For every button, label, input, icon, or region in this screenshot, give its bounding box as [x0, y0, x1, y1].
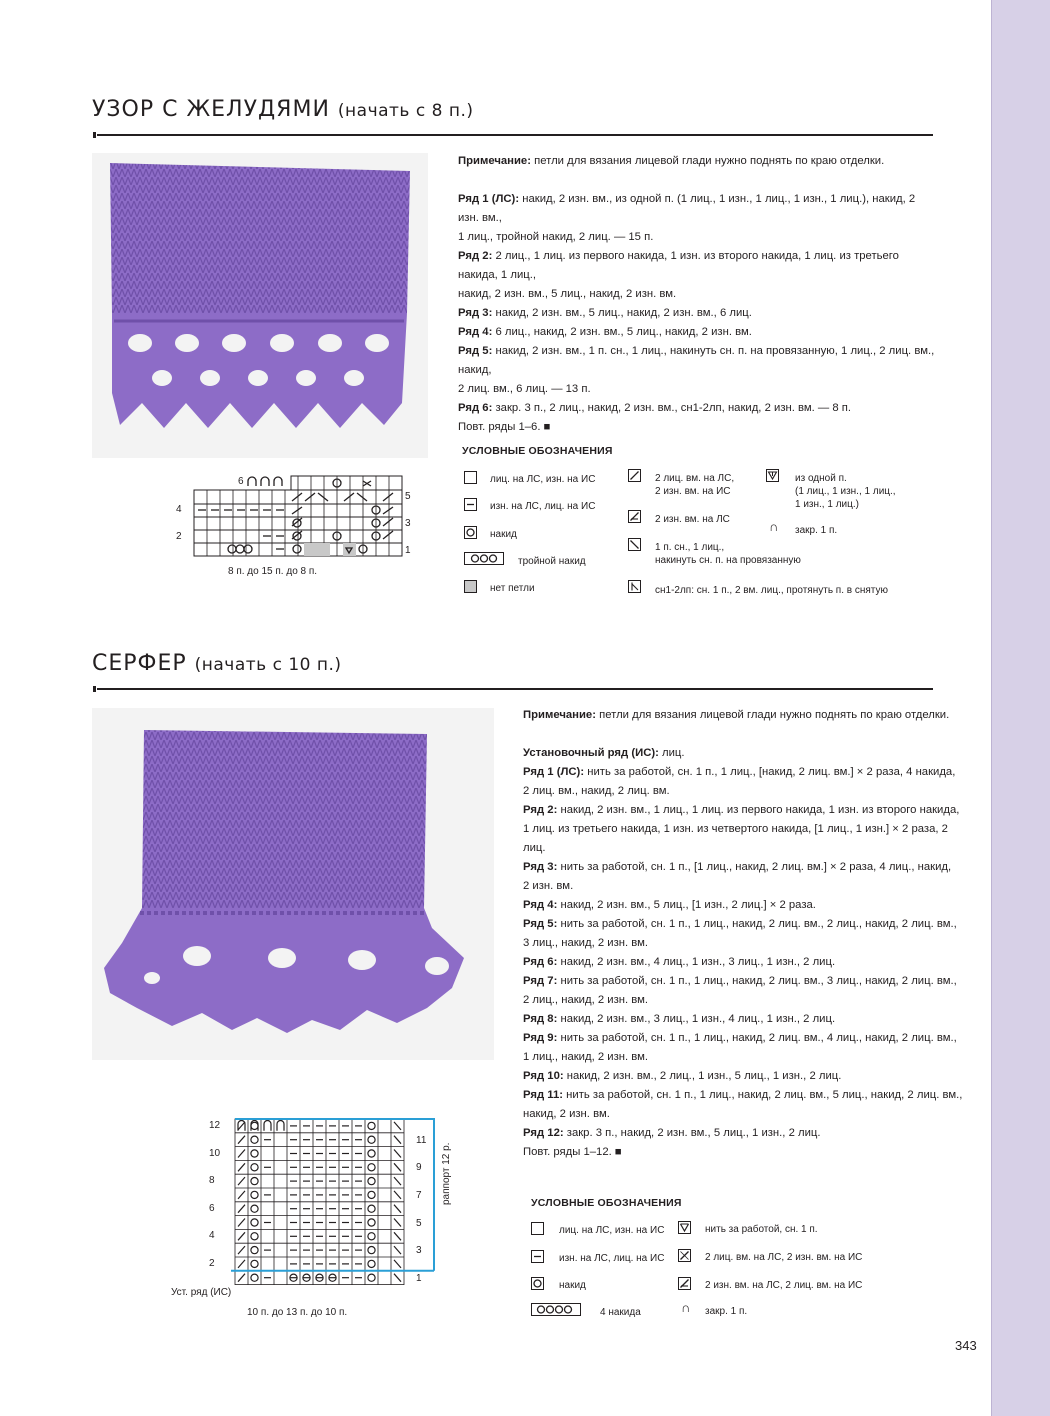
legend-purl: изн. на ЛС, лиц. на ИС — [490, 501, 596, 512]
legend-slip: нить за работой, сн. 1 п. — [705, 1224, 818, 1235]
skpo-icon — [628, 538, 641, 551]
chart1-row-num: 1 — [405, 545, 411, 556]
row-label: Ряд 1 (ЛС): — [458, 193, 520, 205]
instruction-row — [523, 1086, 963, 1105]
row-text: 2 лиц., накид, 2 изн. вм. — [523, 994, 649, 1006]
row-text: накид, 2 изн. вм., 1 лиц., 1 лиц. из первого накида, 1 изн. из второго накида, — [560, 804, 960, 816]
section1-chart — [176, 472, 426, 582]
p2tog-icon — [678, 1277, 691, 1290]
section2-title — [92, 651, 342, 676]
section1-legend-title: УСЛОВНЫЕ ОБОЗНАЧЕНИЯ — [462, 445, 613, 457]
section1-rows — [458, 190, 938, 418]
row-label: Ряд 6: — [523, 956, 558, 968]
chart2-row-num: 3 — [416, 1245, 422, 1257]
legend-p2tog: 2 изн. вм. на ЛС — [655, 514, 730, 525]
section2-swatch-photo — [92, 708, 494, 1060]
row-text: нить за работой, сн. 1 п., [1 лиц., накид, 2 лиц. вм.] × 2 раза, 4 лиц., накид, — [560, 861, 952, 873]
instruction-row — [458, 399, 938, 418]
row-text: накид, 2 изн. вм., 5 лиц., [1 изн., 2 лиц.] × 2 раза. — [560, 899, 816, 911]
setup-text: лиц. — [662, 747, 685, 759]
section1-repeat: Повт. ряды 1–6. ■ — [458, 421, 551, 433]
section2-rows — [523, 763, 963, 1143]
instruction-row — [523, 1029, 963, 1048]
section2-rule — [97, 688, 933, 690]
chart2-caption: 10 п. до 13 п. до 10 п. — [247, 1307, 348, 1318]
chart1-row-num: 6 — [238, 476, 244, 487]
instruction-row — [458, 247, 938, 285]
side-color-tab — [991, 0, 1050, 1416]
legend-k2tog: 2 лиц. вм. на ЛС, 2 изн. вм. на ИС — [655, 473, 735, 497]
page-number: 343 — [955, 1338, 977, 1353]
row-label: Ряд 4: — [523, 899, 558, 911]
row-label: Ряд 5: — [523, 918, 558, 930]
note-text: петли для вязания лицевой глади нужно поднять по краю отделки. — [534, 155, 885, 167]
section1-swatch-photo — [92, 153, 428, 458]
chart2-cells — [235, 1119, 404, 1285]
chart2-row-num: 7 — [416, 1190, 422, 1201]
row-label: Ряд 7: — [523, 975, 558, 987]
row-label: Ряд 12: — [523, 1127, 564, 1139]
row-text: 6 лиц., накид, 2 изн. вм., 5 лиц., накид, 2 изн. вм. — [495, 326, 752, 338]
chart2-row-num: 12 — [209, 1120, 221, 1131]
instruction-row — [523, 896, 963, 915]
row-text: накид, 2 изн. вм., 4 лиц., 1 изн., 3 лиц., 1 изн., 2 лиц. — [560, 956, 836, 968]
instruction-row — [458, 190, 938, 228]
row-label: Ряд 8: — [523, 1013, 558, 1025]
legend-skpo: 1 п. сн., 1 лиц., накинуть сн. п. на провязанную — [655, 542, 801, 566]
legend-yo: накид — [490, 529, 517, 540]
chart1-row-num: 4 — [176, 504, 182, 515]
from-one-stitch-icon — [766, 469, 779, 482]
chart1-row-num: 2 — [176, 531, 182, 542]
chart2-row-num: 6 — [209, 1202, 215, 1214]
instruction-row — [523, 1067, 963, 1086]
row-text: накид, 2 изн. вм. — [523, 1108, 610, 1120]
instruction-row — [523, 1105, 963, 1124]
row-text: нить за работой, сн. 1 п., 1 лиц., [накид, 2 лиц. вм.] × 2 раза, 4 накида, — [587, 766, 956, 778]
section2-legend-title: УСЛОВНЫЕ ОБОЗНАЧЕНИЯ — [531, 1197, 682, 1209]
instruction-row — [458, 342, 938, 380]
chart2-row-num: 11 — [416, 1134, 427, 1146]
chart1-caption: 8 п. до 15 п. до 8 п. — [228, 566, 318, 577]
row-text: 2 лиц., 1 лиц. из первого накида, 1 изн. из второго накида, 1 лиц. из третьего накида, 1 лиц., — [458, 250, 899, 281]
instruction-row — [458, 228, 938, 247]
instruction-row — [523, 820, 963, 858]
row-text: накид, 2 изн. вм., 3 лиц., 1 изн., 4 лиц., 1 изн., 2 лиц. — [560, 1013, 836, 1025]
legend-purl: изн. на ЛС, лиц. на ИС — [559, 1253, 665, 1264]
section1-title — [92, 97, 473, 122]
instruction-row — [523, 934, 963, 953]
purl-symbol-icon — [464, 498, 477, 511]
chart2-row-num: 5 — [416, 1217, 422, 1229]
legend-triple-yo: тройной накид — [518, 556, 586, 567]
chart2-setup-label: Уст. ряд (ИС) — [171, 1287, 232, 1298]
yarn-over-icon — [464, 526, 477, 539]
row-text: нить за работой, сн. 1 п., 1 лиц., накид, 2 лиц. вм., 2 лиц., накид, 2 лиц. вм., — [560, 918, 957, 930]
row-text: 2 лиц. вм., 6 лиц. — 13 п. — [458, 383, 591, 395]
sk1-k2tog-psso-icon — [628, 580, 641, 593]
bind-off-icon: ∩ — [769, 519, 779, 534]
row-label: Ряд 5: — [458, 345, 493, 357]
row-text: 1 лиц. из третьего накида, 1 изн. из четвертого накида, [1 лиц., 1 изн.] × 2 раза, 2 лиц. — [523, 823, 948, 854]
chart1-row-num: 3 — [405, 518, 411, 529]
section2-setup-row — [523, 744, 963, 763]
section2-instructions — [523, 706, 963, 1162]
section1-instructions — [458, 152, 938, 437]
instruction-row — [458, 380, 938, 399]
section2-title-text: СЕРФЕР — [92, 651, 187, 676]
instruction-row — [523, 858, 963, 877]
no-stitch-icon — [464, 580, 477, 593]
instruction-row — [458, 304, 938, 323]
row-label: Ряд 1 (ЛС): — [523, 766, 585, 778]
legend-no-stitch: нет петли — [490, 583, 535, 594]
instruction-row — [523, 915, 963, 934]
row-text: закр. 3 п., 2 лиц., накид, 2 изн. вм., сн1-2лп, накид, 2 изн. вм. — 8 п. — [495, 402, 852, 414]
section1-chart-grid — [176, 472, 426, 572]
instruction-row — [523, 1010, 963, 1029]
bind-off-icon: ∩ — [681, 1300, 691, 1315]
section2-subtitle: (начать с 10 п.) — [194, 655, 342, 675]
note-label: Примечание: — [523, 709, 596, 721]
row-label: Ряд 2: — [458, 250, 493, 262]
row-text: 2 лиц. вм., накид, 2 лиц. вм. — [523, 785, 670, 797]
row-label: Ряд 3: — [523, 861, 558, 873]
section1-subtitle: (начать с 8 п.) — [337, 101, 474, 121]
row-text: накид, 2 изн. вм., из одной п. (1 лиц., 1 изн., 1 лиц., 1 изн., 1 лиц.), накид, 2 изн. вм., — [458, 193, 916, 224]
section2-repeat: Повт. ряды 1–12. ■ — [523, 1146, 622, 1158]
instruction-row — [523, 1124, 963, 1143]
row-text: накид, 2 изн. вм., 5 лиц., накид, 2 изн. вм., 6 лиц. — [495, 307, 752, 319]
instruction-row — [458, 285, 938, 304]
chart2-repeat-label: раппорт 12 р. — [441, 1142, 452, 1205]
row-text: нить за работой, сн. 1 п., 1 лиц., накид, 2 лиц. вм., 5 лиц., накид, 2 лиц. вм., — [566, 1089, 963, 1101]
chart2-row-num: 2 — [209, 1258, 215, 1269]
legend-from-one: из одной п. (1 лиц., 1 изн., 1 лиц., 1 изн., 1 лиц.) — [795, 473, 896, 510]
slip-stitch-icon — [678, 1221, 691, 1234]
legend-knit: лиц. на ЛС, изн. на ИС — [559, 1225, 665, 1236]
row-text: закр. 3 п., накид, 2 изн. вм., 5 лиц., 1 изн., 2 лиц. — [566, 1127, 821, 1139]
row-text: нить за работой, сн. 1 п., 1 лиц., накид, 2 лиц. вм., 3 лиц., накид, 2 лиц. вм., — [560, 975, 957, 987]
knit-symbol-icon — [531, 1222, 544, 1235]
instruction-row — [523, 782, 963, 801]
legend-sk1k2: сн1-2лп: сн. 1 п., 2 вм. лиц., протянуть п. в снятую — [655, 585, 889, 596]
row-label: Ряд 3: — [458, 307, 493, 319]
four-yarn-over-icon — [531, 1303, 581, 1316]
row-text: 1 лиц., тройной накид, 2 лиц. — 15 п. — [458, 231, 654, 243]
instruction-row — [523, 801, 963, 820]
row-text: нить за работой, сн. 1 п., 1 лиц., накид, 2 лиц. вм., 4 лиц., накид, 2 лиц. вм., — [560, 1032, 957, 1044]
knit-symbol-icon — [464, 471, 477, 484]
setup-label: Установочный ряд (ИС): — [523, 747, 659, 759]
note-text: петли для вязания лицевой глади нужно поднять по краю отделки. — [599, 709, 950, 721]
instruction-row — [523, 953, 963, 972]
legend-k2tog: 2 лиц. вм. на ЛС, 2 изн. вм. на ИС — [705, 1252, 863, 1263]
legend-bindoff: закр. 1 п. — [705, 1306, 748, 1317]
instruction-row — [458, 323, 938, 342]
instruction-row — [523, 1048, 963, 1067]
section1-note — [458, 152, 938, 171]
row-label: Ряд 4: — [458, 326, 493, 338]
triple-yarn-over-icon — [464, 552, 504, 565]
row-label: Ряд 10: — [523, 1070, 564, 1082]
chart1-row-num: 5 — [405, 491, 411, 502]
row-label: Ряд 2: — [523, 804, 558, 816]
legend-p2tog: 2 изн. вм. на ЛС, 2 лиц. вм. на ИС — [705, 1280, 863, 1291]
chart2-symbols — [238, 1121, 401, 1282]
yarn-over-icon — [531, 1277, 544, 1290]
row-text: накид, 2 изн. вм., 2 лиц., 1 изн., 5 лиц., 1 изн., 2 лиц. — [566, 1070, 842, 1082]
instruction-row — [523, 763, 963, 782]
k2tog-icon — [628, 469, 641, 482]
chart2-row-num: 4 — [209, 1230, 215, 1242]
section1-title-text: УЗОР С ЖЕЛУДЯМИ — [92, 97, 330, 122]
row-label: Ряд 9: — [523, 1032, 558, 1044]
legend-yo: накид — [559, 1280, 586, 1291]
row-label: Ряд 6: — [458, 402, 493, 414]
section2-note — [523, 706, 963, 725]
row-text: 2 изн. вм. — [523, 880, 574, 892]
k2tog-icon — [678, 1249, 691, 1262]
row-text: 1 лиц., накид, 2 изн. вм. — [523, 1051, 649, 1063]
legend-knit: лиц. на ЛС, изн. на ИС — [490, 474, 596, 485]
row-text: накид, 2 изн. вм., 5 лиц., накид, 2 изн. вм. — [458, 288, 677, 300]
legend-bindoff: закр. 1 п. — [795, 525, 838, 536]
chart2-row-num: 9 — [416, 1162, 422, 1174]
section1-rule — [97, 134, 933, 136]
row-text: 3 лиц., накид, 2 изн. вм. — [523, 937, 649, 949]
chart2-row-num: 1 — [416, 1272, 422, 1284]
row-text: накид, 2 изн. вм., 1 п. сн., 1 лиц., накинуть сн. п. на провязанную, 1 лиц., 2 лиц. вм., накид, — [458, 345, 935, 376]
chart2-row-num: 10 — [209, 1147, 221, 1159]
instruction-row — [523, 877, 963, 896]
note-label: Примечание: — [458, 155, 531, 167]
instruction-row — [523, 991, 963, 1010]
chart2-row-num: 8 — [209, 1175, 215, 1187]
row-label: Ряд 11: — [523, 1089, 563, 1101]
purl-symbol-icon — [531, 1250, 544, 1263]
instruction-row — [523, 972, 963, 991]
p2tog-icon — [628, 510, 641, 523]
legend-four-yo: 4 накида — [600, 1307, 641, 1318]
section2-chart — [165, 1115, 485, 1325]
